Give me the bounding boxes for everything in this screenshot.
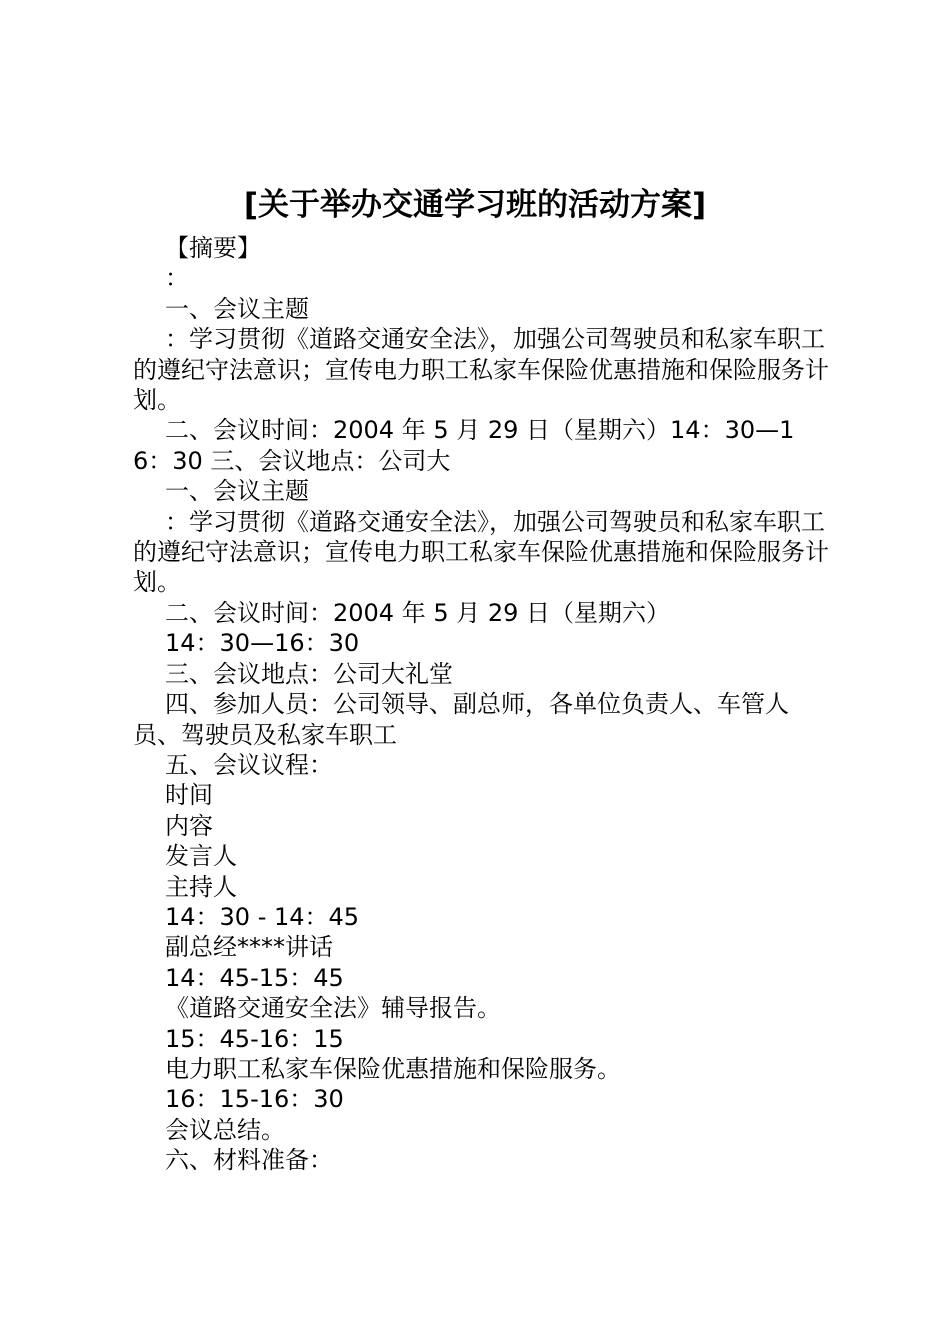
agenda-item-4-time: 16：15-16：30 bbox=[165, 1085, 344, 1114]
paragraph-meeting-time: 二、会议时间：2004 年 5 月 29 日（星期六） bbox=[165, 598, 671, 627]
paragraph-meeting-theme-heading: 一、会议主题 bbox=[165, 294, 309, 323]
paragraph-agenda-heading: 五、会议议程： bbox=[165, 750, 333, 779]
agenda-header-host: 主持人 bbox=[165, 872, 237, 901]
paragraph-abstract-heading: 【摘要】 bbox=[165, 234, 261, 262]
agenda-header-speaker: 发言人 bbox=[165, 842, 237, 871]
paragraph-meeting-time-range: 14：30—16：30 bbox=[165, 629, 360, 658]
agenda-item-3-time: 15：45-16：15 bbox=[165, 1024, 344, 1053]
agenda-header-time: 时间 bbox=[165, 781, 213, 810]
paragraph-materials-heading: 六、材料准备： bbox=[165, 1146, 333, 1175]
paragraph-abstract-colon: ： bbox=[165, 264, 189, 293]
paragraph-meeting-theme-heading-repeat: 一、会议主题 bbox=[165, 477, 309, 506]
document-body bbox=[133, 233, 833, 1176]
agenda-item-4-content: 会议总结。 bbox=[165, 1115, 285, 1144]
agenda-item-3-content: 电力职工私家车保险优惠措施和保险服务。 bbox=[165, 1054, 621, 1083]
agenda-item-1-content: 副总经****讲话 bbox=[165, 933, 333, 962]
agenda-item-2-time: 14：45-15：45 bbox=[165, 963, 344, 992]
paragraph-meeting-theme-text: ：学习贯彻《道路交通安全法》，加强公司驾驶员和私家车职工的遵纪守法意识；宣传电力职工私家车保险优惠措施和保险服务计划。 bbox=[133, 325, 829, 415]
paragraph-meeting-time-location: 二、会议时间：2004 年 5 月 29 日（星期六）14：30—16：30 三、会议地点：公司大 bbox=[133, 416, 795, 475]
paragraph-meeting-location: 三、会议地点：公司大礼堂 bbox=[165, 659, 453, 688]
document-title: [关于举办交通学习班的活动方案] bbox=[243, 187, 707, 223]
agenda-item-1-time: 14：30 - 14：45 bbox=[165, 902, 360, 931]
agenda-header-content: 内容 bbox=[165, 811, 213, 840]
paragraph-meeting-theme-text-repeat: ：学习贯彻《道路交通安全法》，加强公司驾驶员和私家车职工的遵纪守法意识；宣传电力职工私家车保险优惠措施和保险服务计划。 bbox=[133, 507, 829, 597]
agenda-item-2-content: 《道路交通安全法》辅导报告。 bbox=[165, 994, 501, 1023]
paragraph-attendees: 四、参加人员：公司领导、副总师，各单位负责人、车管人员、驾驶员及私家车职工 bbox=[133, 690, 789, 749]
